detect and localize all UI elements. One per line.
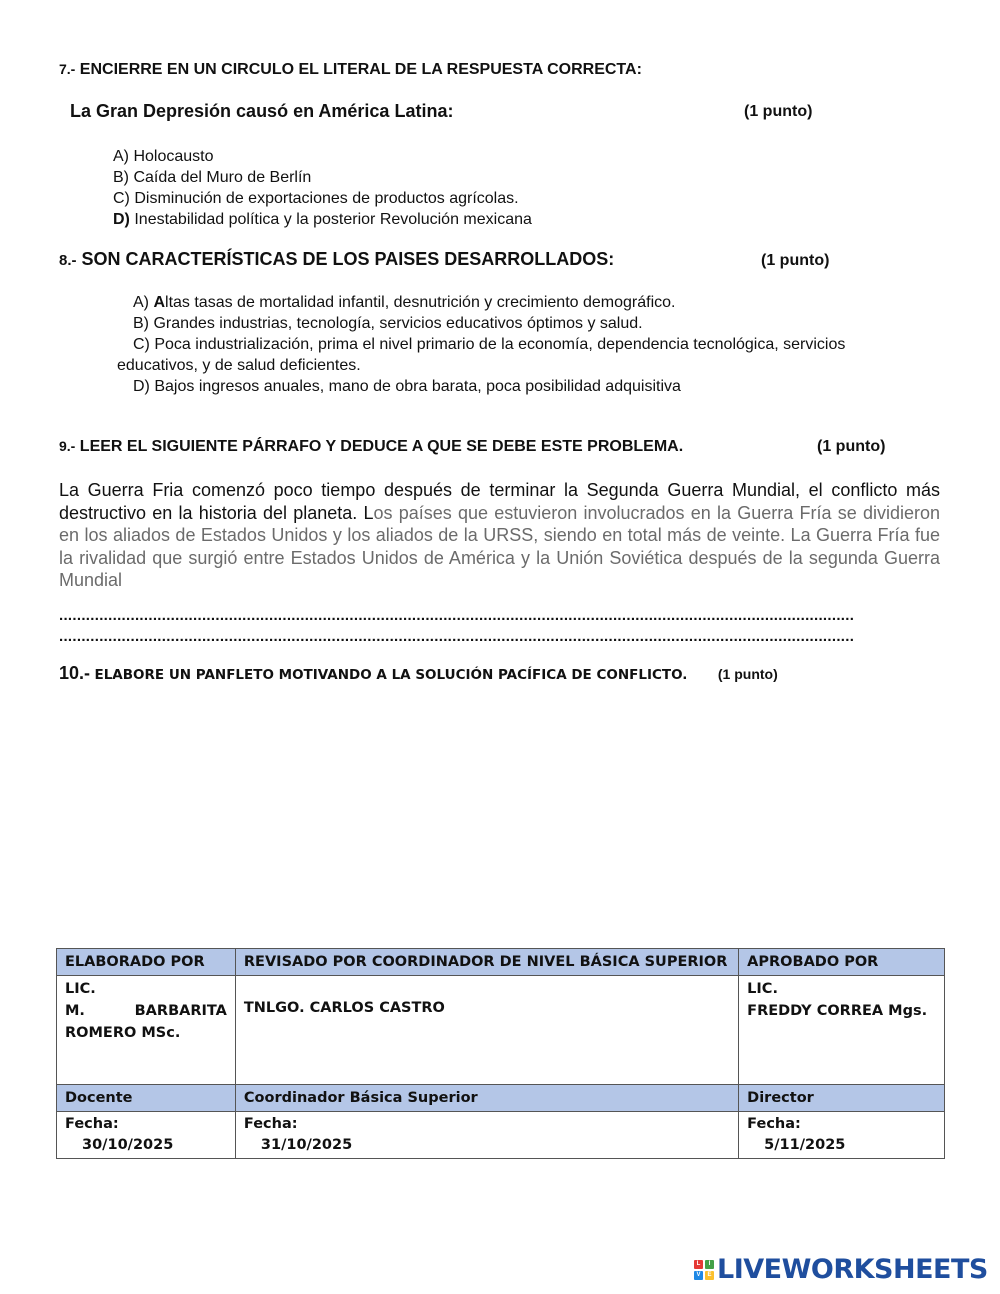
- q9-paragraph-dark: La Guerra Fria comenzó poco tiempo después de terminar la Segunda Guerra Mundial, el conflicto más destructivo en la historia del planeta. L: [59, 480, 940, 523]
- q7-options: [113, 146, 532, 230]
- header-aprobado: APROBADO POR: [739, 949, 945, 976]
- date-cell-director: [739, 1112, 945, 1159]
- option-letter: A): [113, 148, 129, 165]
- signature-header-row: [57, 949, 945, 976]
- aprobado-cell: [739, 976, 945, 1085]
- q8-title: SON CARACTERÍSTICAS DE LOS PAISES DESARROLLADOS:: [81, 249, 615, 269]
- q10-number: 10.-: [59, 663, 91, 683]
- q9-answer-line-1[interactable]: ..................................................................................................................................................................................: [59, 607, 855, 624]
- option-letter: C): [133, 336, 150, 353]
- option-text: Grandes industrias, tecnología, servicios educativos óptimos y salud.: [153, 315, 643, 332]
- elaborado-firstname: BARBARITA: [134, 1003, 227, 1019]
- role-coordinador: Coordinador Básica Superior: [235, 1085, 738, 1112]
- date-value: 5/11/2025: [764, 1137, 846, 1153]
- logo-block-e: E: [705, 1271, 714, 1280]
- q8-points: (1 punto): [761, 252, 830, 269]
- q8-options: [117, 292, 943, 397]
- q10-points: (1 punto): [717, 666, 778, 682]
- date-value: 30/10/2025: [82, 1137, 174, 1153]
- signature-roles-row: [57, 1085, 945, 1112]
- q7-heading: [59, 61, 642, 79]
- q7-number: 7.-: [59, 61, 76, 77]
- option-text: Caída del Muro de Berlín: [133, 169, 312, 186]
- option-letter: C): [113, 190, 130, 207]
- date-cell-docente: [57, 1112, 236, 1159]
- signature-dates-row: [57, 1112, 945, 1159]
- elaborado-name-line: [65, 1000, 227, 1022]
- q10-title: ELABORE UN PANFLETO MOTIVANDO A LA SOLUCIÓN PACÍFICA DE CONFLICTO.: [94, 667, 688, 683]
- option-letter: D): [113, 211, 130, 228]
- logo-block-v: V: [694, 1271, 703, 1280]
- elaborado-cell: [57, 976, 236, 1085]
- signature-names-row: [57, 976, 945, 1085]
- q7-option-a[interactable]: [113, 146, 532, 167]
- q9-title: LEER EL SIGUIENTE PÁRRAFO Y DEDUCE A QUE SE DEBE ESTE PROBLEMA.: [79, 438, 684, 455]
- header-revisado: REVISADO POR COORDINADOR DE NIVEL BÁSICA SUPERIOR: [235, 949, 738, 976]
- q8-option-d[interactable]: [117, 376, 943, 397]
- option-text: Inestabilidad política y la posterior Revolución mexicana: [134, 211, 532, 228]
- date-label: Fecha:: [243, 1116, 298, 1132]
- q9-paragraph-gray: os países que estuvieron involucrados en la Guerra Fría se dividieron en los aliados de Estados Unidos y los aliados de la URSS, siendo en total más de veinte. La Guerra Fría fue la rivalidad que surgió entre Estados Unidos de América y la Unión Soviética después de la segunda Guerra Mundial: [59, 502, 940, 590]
- option-text-continued: educativos, y de salud deficientes.: [117, 357, 361, 374]
- date-label: Fecha:: [747, 1116, 801, 1132]
- option-text: Disminución de exportaciones de productos agrícolas.: [134, 190, 519, 207]
- option-letter: A): [133, 294, 149, 311]
- q8-heading: [59, 249, 614, 270]
- logo-blocks-icon: [694, 1260, 714, 1280]
- option-initial: A: [153, 294, 166, 311]
- role-director: Director: [739, 1085, 945, 1112]
- logo-block-i: I: [705, 1260, 714, 1269]
- option-letter: D): [133, 378, 150, 395]
- q7-title: ENCIERRE EN UN CIRCULO EL LITERAL DE LA RESPUESTA CORRECTA:: [79, 61, 642, 78]
- q7-option-d[interactable]: [113, 209, 532, 230]
- q9-points: (1 punto): [817, 438, 886, 455]
- aprobado-name: FREDDY CORREA Mgs.: [747, 1003, 928, 1019]
- q9-number: 9.-: [59, 438, 76, 454]
- option-letter: B): [113, 169, 129, 186]
- liveworksheets-logo[interactable]: [694, 1254, 988, 1285]
- q9-paragraph: [59, 479, 940, 592]
- logo-block-l: L: [694, 1260, 703, 1269]
- q8-option-b[interactable]: [117, 313, 943, 334]
- q10-heading: [59, 663, 778, 684]
- role-docente: Docente: [57, 1085, 236, 1112]
- q8-option-a[interactable]: [117, 292, 943, 313]
- option-text: Bajos ingresos anuales, mano de obra barata, poca posibilidad adquisitiva: [154, 378, 681, 395]
- q7-points: (1 punto): [744, 103, 813, 120]
- q8-number: 8.-: [59, 252, 77, 269]
- option-text: Holocausto: [133, 148, 214, 165]
- header-elaborado: ELABORADO POR: [57, 949, 236, 976]
- date-cell-coordinador: [235, 1112, 738, 1159]
- date-label: Fecha:: [65, 1116, 119, 1132]
- date-value: 31/10/2025: [260, 1137, 353, 1153]
- revisado-cell: TNLGO. CARLOS CASTRO: [235, 976, 738, 1085]
- elaborado-lastname: ROMERO MSc.: [65, 1025, 181, 1041]
- q8-option-c[interactable]: [117, 334, 943, 376]
- q7-question: La Gran Depresión causó en América Latina:: [70, 101, 454, 121]
- logo-text: LIVEWORKSHEETS: [717, 1254, 988, 1285]
- aprobado-title: LIC.: [747, 981, 778, 997]
- q7-option-b[interactable]: [113, 167, 532, 188]
- elaborado-title: LIC.: [65, 981, 96, 997]
- q7-option-c[interactable]: [113, 188, 532, 209]
- elaborado-initial: M.: [65, 1003, 85, 1019]
- signature-table: [56, 948, 945, 1159]
- q9-heading: [59, 438, 683, 456]
- q9-answer-line-2[interactable]: ..................................................................................................................................................................................: [59, 628, 855, 645]
- option-text: ltas tasas de mortalidad infantil, desnutrición y crecimiento demográfico.: [165, 294, 676, 311]
- option-letter: B): [133, 315, 149, 332]
- option-text: Poca industrialización, prima el nivel primario de la economía, dependencia tecnológica, servicios: [154, 336, 846, 353]
